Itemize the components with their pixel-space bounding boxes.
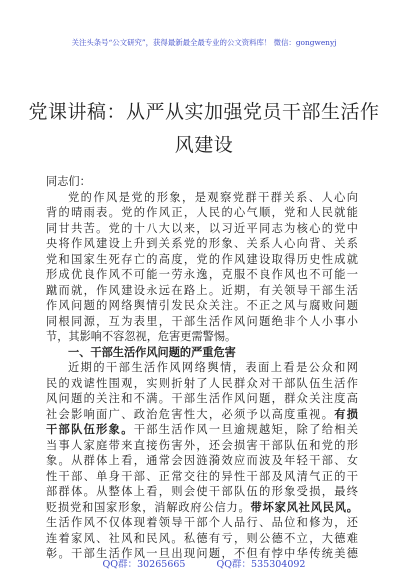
paragraph-line xyxy=(46,500,358,516)
paragraph-line: 背的晴雨表。党的作风正，人民的心气顺，党和人民就能 xyxy=(46,206,358,219)
qq-group-1: QQ群：30265665 xyxy=(102,559,186,570)
paragraph-line: 同根同源，互为表里，干部生活作风问题绝非个人小事小 xyxy=(46,314,358,328)
paragraph-line: 象。从群体上看，通常会因涟漪效应而波及年轻干部、女 xyxy=(46,454,358,467)
paragraph-line xyxy=(46,422,358,438)
document-title-line-1: 党课讲稿：从严从实加强党员干部生活作 xyxy=(28,101,380,123)
promo-banner: 关注头条号“公文研究”，获得最新最全最专业的公文资料库！ 微信：gongwenyj xyxy=(71,38,337,47)
bold-phrase: 有损 xyxy=(334,406,358,421)
paragraph-line: 性干部、单身干部、正常交往的异性干部及风清气正的干 xyxy=(46,469,358,483)
footer-contacts xyxy=(0,556,408,570)
paragraph-text: 社会影响面广、政治危害性大，必须予以高度重视。 xyxy=(46,407,335,421)
paragraph-line: 蹴而就，作风建设永远在路上。近期，有关领导干部生活 xyxy=(46,283,358,297)
bold-phrase: 干部队伍形象。 xyxy=(46,422,134,436)
paragraph-line: 节，其影响不容忽视，危害更需警惕。 xyxy=(46,330,237,343)
paragraph-line: 同甘共苦。党的十八大以来，以习近平同志为核心的党中 xyxy=(46,221,358,235)
paragraph-line xyxy=(46,407,358,423)
document-title-line-2: 风建设 xyxy=(174,134,234,156)
bold-phrase: 带坏家风社风民风。 xyxy=(250,499,358,514)
paragraph-text: 贬损党和国家形象，消解政府公信力。 xyxy=(46,500,251,514)
salutation: 同志们： xyxy=(46,175,91,188)
paragraph-line: 形成优良作风不可能一劳永逸，克服不良作风也不可能一 xyxy=(46,268,358,281)
paragraph-line: 部群体。从整体上看，则会使干部队伍的形象受损，最终 xyxy=(46,485,358,498)
paragraph-text: 干部生活作风一旦逾规越矩，除了给相关 xyxy=(133,423,358,436)
paragraph-line: 央将作风建设上升到关系党的形象、关系人心向背、关系 xyxy=(46,237,358,250)
document-body xyxy=(46,174,358,562)
paragraph-line: 风问题的关注和不满。干部生活作风问题，群众关注度高 xyxy=(46,392,358,405)
section-heading: 一、干部生活作风问题的严重危害 xyxy=(68,344,236,359)
paragraph-line: 生活作风不仅体现着领导干部个人品行、品位和修为，还 xyxy=(46,516,358,529)
paragraph-line: 党的作风是党的形象，是观察党群干群关系、人心向 xyxy=(68,190,358,204)
paragraph-line: 连着家风、社风和民风。私德有亏，则公德不立，大德难 xyxy=(46,531,358,545)
qq-group-2: QQ群：535304092 xyxy=(216,559,306,570)
paragraph-line: 彰。干部生活作风一旦出现问题，不但有悖中华传统美德 xyxy=(46,547,358,560)
paragraph-line: 近期的干部生活作风网络舆情，表面上看是公众和网 xyxy=(68,361,358,374)
paragraph-line: 民的戏谑性围观，实则折射了人民群众对干部队伍生活作 xyxy=(46,376,358,390)
paragraph-line: 当事人家庭带来直接伤害外，还会损害干部队伍和党的形 xyxy=(46,438,358,452)
paragraph-line: 党和国家生死存亡的高度，党的作风建设取得历史性成就 xyxy=(46,252,358,266)
paragraph-line: 作风问题的网络舆情引发民众关注。不正之风与腐败问题 xyxy=(46,299,358,312)
